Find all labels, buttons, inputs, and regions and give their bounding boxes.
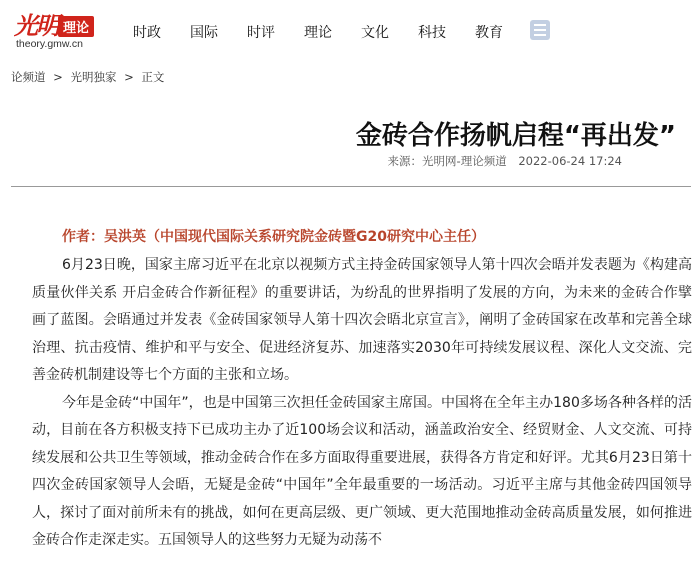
breadcrumb-separator: > [53, 70, 63, 84]
article-author: 作者：吴洪英（中国现代国际关系研究院金砖暨G20研究中心主任） [62, 229, 485, 245]
hamburger-menu-icon[interactable] [530, 20, 550, 40]
logo-brand-text: 光明 [14, 11, 58, 40]
breadcrumb [11, 69, 164, 85]
breadcrumb-item-current: 正文 [141, 70, 165, 84]
article-title: 金砖合作扬帆启程“再出发” [355, 121, 676, 152]
nav-item-theory[interactable]: 理论 [304, 25, 332, 41]
logo-url: theory.gmw.cn [16, 38, 83, 50]
article-meta [388, 153, 622, 169]
breadcrumb-separator: > [124, 70, 134, 84]
article-body [32, 252, 692, 555]
article-paragraph: 6月23日晚，国家主席习近平在北京以视频方式主持金砖国家领导人第十四次会晤并发表题为《构建高质量伙伴关系 开启金砖合作新征程》的重要讲话，为纷乱的世界指明了发展的方向，为未来的金砖合作擘画了蓝图。会晤通过并发表《金砖国家领导人第十四次会晤北京宣言》，阐明了金砖国家在改革和完善全球治理、抗击疫情、维护和平与安全、促进经济复苏、加速落实2030年可持续发展议程、深化人文交流、完善金砖机制建设等七个方面的主张和立场。 [32, 257, 692, 383]
breadcrumb-item-channel[interactable]: 论频道 [11, 70, 46, 84]
article-source: 来源：光明网-理论频道 [387, 154, 507, 168]
nav-item-culture[interactable]: 文化 [361, 25, 389, 41]
site-header [0, 0, 692, 62]
logo-badge: 理论 [58, 16, 94, 37]
breadcrumb-item-exclusive[interactable]: 光明独家 [70, 70, 117, 84]
site-logo[interactable] [14, 6, 106, 52]
article-date: 2022-06-24 17:24 [518, 154, 622, 168]
nav-item-international[interactable]: 国际 [190, 25, 218, 41]
main-nav [133, 22, 532, 42]
nav-item-politics[interactable]: 时政 [133, 25, 161, 41]
nav-item-technology[interactable]: 科技 [418, 25, 446, 41]
article-paragraph: 今年是金砖“中国年”，也是中国第三次担任金砖国家主席国。中国将在全年主办180多场各种各样的活动，目前在各方积极支持下已成功主办了近100场会议和活动，涵盖政治安全、经贸财金、人文交流、可持续发展和公共卫生等领域，推动金砖合作在多方面取得重要进展，获得各方肯定和好评。尤其6月23日第十四次金砖国家领导人会晤，无疑是金砖“中国年”全年最重要的一场活动。习近平主席与其他金砖四国领导人，探讨了面对前所未有的挑战，如何在更高层级、更广领域、更大范围地推动金砖高质量发展，如何推进金砖合作走深走实。五国领导人的这些努力无疑为动荡不 [32, 394, 692, 548]
divider [11, 186, 691, 187]
nav-item-commentary[interactable]: 时评 [247, 25, 275, 41]
nav-item-education[interactable]: 教育 [475, 25, 503, 41]
